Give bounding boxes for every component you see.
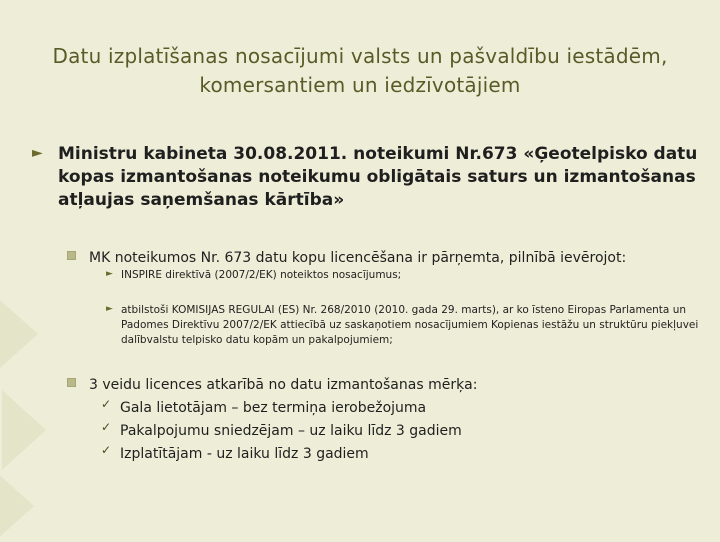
sub-point — [67, 248, 707, 269]
right-triangle-icon: ► — [32, 145, 43, 161]
sub-point — [67, 375, 707, 396]
checkmark-icon: ✓ — [101, 420, 112, 434]
checkmark-icon: ✓ — [101, 397, 112, 411]
license-type-item — [101, 443, 462, 466]
license-type-text: Gala lietotājam – bez termiņa ierobežojuma — [120, 400, 427, 416]
list-item — [106, 303, 706, 348]
list-item-text: atbilstoši KOMISIJAS REGULAI (ES) Nr. 268/2010 (2010. gada 29. marts), ar ko īsteno Eiropas Parlamenta un Padomes Direktīvu 2007/2/EK attiecībā uz saskaņotiem nosacījumiem Kopienas iestāžu un struktūru piekļuvei dalībvalstu telpisko datu kopām un pakalpojumiem; — [121, 304, 699, 346]
checkmark-icon: ✓ — [101, 443, 112, 457]
license-type-text: Pakalpojumu sniedzējam – uz laiku līdz 3 gadiem — [120, 423, 462, 439]
right-triangle-icon: ► — [106, 304, 113, 314]
license-types-list — [101, 397, 462, 466]
slide-title: Datu izplatīšanas nosacījumi valsts un pašvaldību iestādēm, komersantiem un iedzīvotājiem — [52, 44, 668, 97]
list-item — [106, 268, 706, 283]
right-triangle-icon: ► — [106, 269, 113, 279]
list-item-text: INSPIRE direktīvā (2007/2/EK) noteiktos nosacījumus; — [121, 269, 402, 281]
square-bullet-icon — [67, 251, 76, 260]
license-type-item — [101, 397, 462, 420]
license-type-text: Izplatītājam - uz laiku līdz 3 gadiem — [120, 446, 369, 462]
license-type-item — [101, 420, 462, 443]
square-bullet-icon — [67, 378, 76, 387]
main-point — [32, 143, 700, 212]
sub-point-text: MK noteikumos Nr. 673 datu kopu licencēšana ir pārņemta, pilnībā ievērojot: — [89, 250, 627, 266]
sub-point-text: 3 veidu licences atkarībā no datu izmantošanas mērķa: — [89, 377, 478, 393]
main-point-text: Ministru kabineta 30.08.2011. noteikumi Nr.673 «Ģeotelpisko datu kopas izmantošanas noteikumu obligātais saturs un izmantošanas atļaujas saņemšanas kārtība» — [58, 144, 698, 210]
